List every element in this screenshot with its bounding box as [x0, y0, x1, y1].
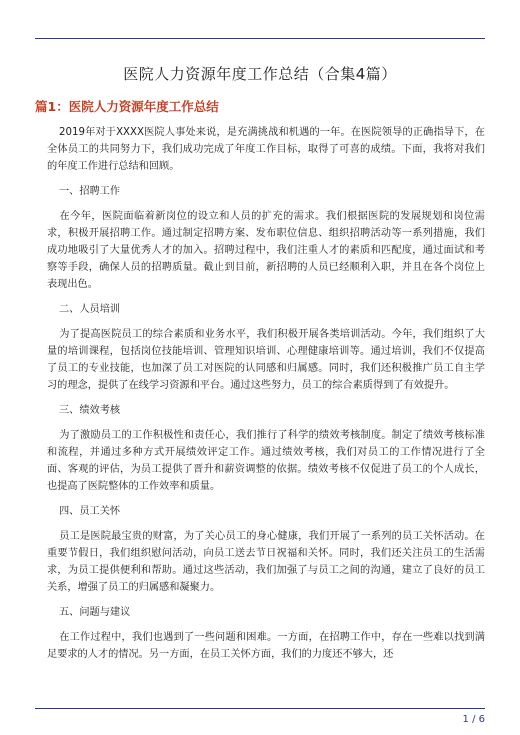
section-text-performance: 为了激励员工的工作积极性和责任心，我们推行了科学的绩效考核制度。制定了绩效考核标准和流程，并通过多种方式开展绩效评定工作。通过绩效考核，我们对员工的工作情况进行了全面、客观的评估，为员工提供了晋升和薪资调整的依据。绩效考核不仅促进了员工的个人成长，也提高了医院整体的工作效率和质量。 [47, 430, 485, 492]
intro-paragraph [47, 124, 485, 175]
section-paragraph-employee-care [47, 528, 485, 596]
section-text-recruitment: 在今年，医院面临着新岗位的设立和人员的扩充的需求。我们根据医院的发展规划和岗位需求，积极开展招聘工作。通过制定招聘方案、发布职位信息、组织招聘活动等一系列措施，我们成功地吸引了大量优秀人才的加入。招聘过程中，我们注重人才的素质和匹配度，通过面试和考察等手段，确保人员的招聘质量。截止到目前，新招聘的人员已经顺利入职，并且在各个岗位上表现出色。 [47, 211, 485, 290]
section-heading-employee-care: 四、员工关怀 [59, 506, 121, 517]
section-heading-performance: 三、绩效考核 [59, 405, 121, 416]
top-rule [35, 38, 485, 39]
section-paragraph-issues [47, 629, 485, 663]
document-body [47, 124, 485, 671]
section-paragraph-performance [47, 427, 485, 495]
section-text-issues: 在工作过程中，我们也遇到了一些问题和困难。一方面，在招聘工作中，存在一些难以找到满足要求的人才的情况。另一方面，在员工关怀方面，我们的力度还不够大，还 [47, 632, 485, 660]
section-heading-recruitment: 一、招聘工作 [59, 186, 121, 197]
bottom-rule [35, 708, 485, 709]
section-paragraph-recruitment [47, 208, 485, 293]
section-paragraph-training [47, 326, 485, 394]
page-number: 1 / 6 [462, 714, 485, 725]
section-text-training: 为了提高医院员工的综合素质和业务水平，我们积极开展各类培训活动。今年，我们组织了大量的培训课程，包括岗位技能培训、管理知识培训、心理健康培训等。通过培训，我们不仅提高了员工的专业技能，也加深了员工对医院的认同感和归属感。同时，我们还积极推广员工自主学习的理念，提供了在线学习资源和平台。通过这些努力，员工的综合素质得到了有效提升。 [47, 329, 485, 391]
chapter-heading: 篇1：医院人力资源年度工作总结 [35, 99, 219, 114]
intro-text: 2019年对于XXXX医院人事处来说，是充满挑战和机遇的一年。在医院领导的正确指导下，在全体员工的共同努力下，我们成功完成了年度工作目标，取得了可喜的成绩。下面，我将对我们的年度工作进行总结和回顾。 [47, 127, 485, 172]
section-heading-training: 二、人员培训 [59, 304, 121, 315]
section-heading-issues: 五、问题与建议 [59, 607, 131, 618]
document-title: 医院人力资源年度工作总结（合集4篇） [123, 65, 397, 83]
section-text-employee-care: 员工是医院最宝贵的财富，为了关心员工的身心健康，我们开展了一系列的员工关怀活动。在重要节假日，我们组织慰问活动，向员工送去节日祝福和关怀。同时，我们还关注员工的生活需求，为员工提供便利和帮助。通过这些活动，我们加强了与员工之间的沟通，建立了良好的员工关系，增强了员工的归属感和凝聚力。 [47, 531, 485, 593]
